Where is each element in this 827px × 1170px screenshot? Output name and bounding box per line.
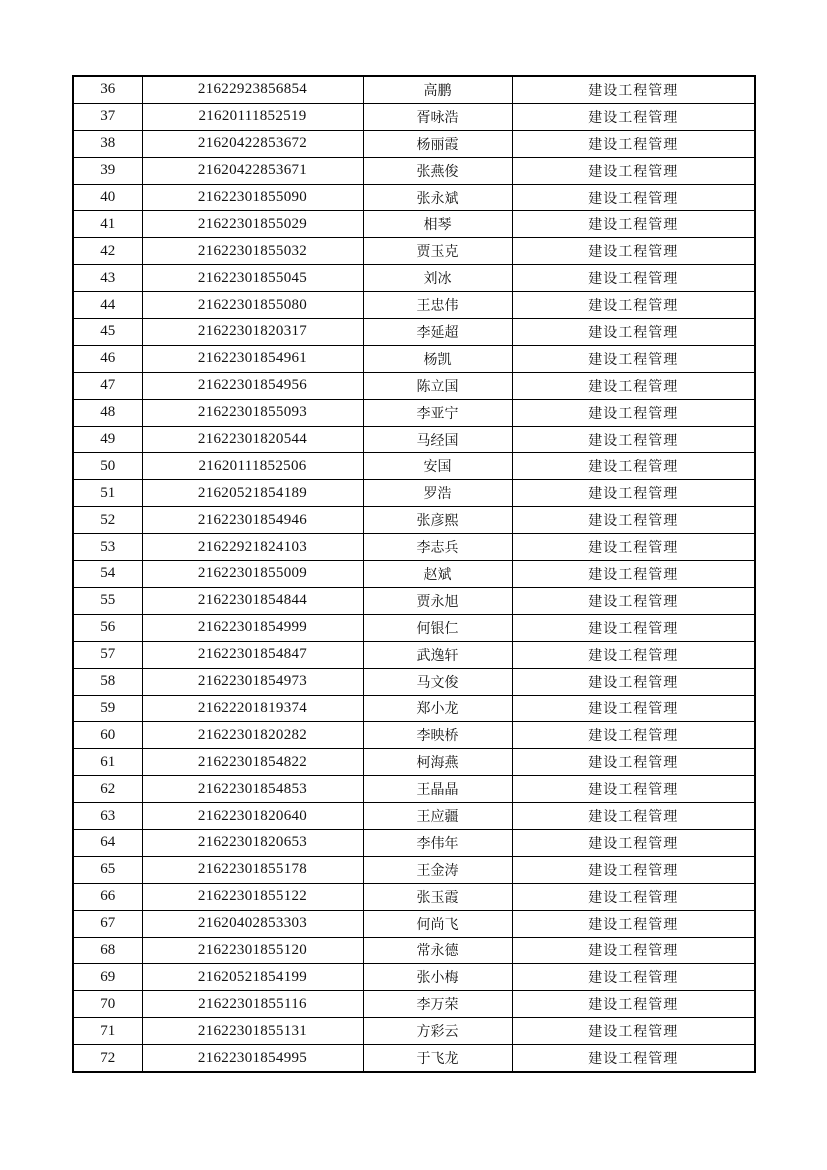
candidate-id-cell: 21620521854199 (142, 964, 363, 991)
student-name-cell: 王金涛 (363, 856, 512, 883)
table-row (73, 964, 755, 991)
candidate-id-cell: 21622301855131 (142, 1018, 363, 1045)
row-number-cell: 57 (73, 641, 142, 668)
candidate-id-cell: 21622301854961 (142, 345, 363, 372)
student-name-cell: 张小梅 (363, 964, 512, 991)
student-name-cell: 张永斌 (363, 184, 512, 211)
table-row (73, 641, 755, 668)
row-number-cell: 55 (73, 587, 142, 614)
table-row (73, 587, 755, 614)
candidate-id-cell: 21622301855029 (142, 211, 363, 238)
student-name-cell: 杨丽霞 (363, 130, 512, 157)
major-cell: 建设工程管理 (512, 103, 755, 130)
row-number-cell: 59 (73, 695, 142, 722)
student-name-cell: 李伟年 (363, 829, 512, 856)
candidate-id-cell: 21622301855120 (142, 937, 363, 964)
major-cell: 建设工程管理 (512, 856, 755, 883)
candidate-id-cell: 21622301820317 (142, 319, 363, 346)
major-cell: 建设工程管理 (512, 265, 755, 292)
row-number-cell: 70 (73, 991, 142, 1018)
student-name-cell: 赵斌 (363, 561, 512, 588)
student-name-cell: 贾永旭 (363, 587, 512, 614)
candidate-id-cell: 21622301820282 (142, 722, 363, 749)
major-cell: 建设工程管理 (512, 829, 755, 856)
row-number-cell: 46 (73, 345, 142, 372)
table-row (73, 319, 755, 346)
table-row (73, 749, 755, 776)
student-name-cell: 马经国 (363, 426, 512, 453)
table-row (73, 883, 755, 910)
student-name-cell: 张燕俊 (363, 157, 512, 184)
major-cell: 建设工程管理 (512, 292, 755, 319)
candidate-id-cell: 21622301855178 (142, 856, 363, 883)
major-cell: 建设工程管理 (512, 1045, 755, 1072)
major-cell: 建设工程管理 (512, 1018, 755, 1045)
table-row (73, 238, 755, 265)
row-number-cell: 68 (73, 937, 142, 964)
student-name-cell: 王忠伟 (363, 292, 512, 319)
row-number-cell: 58 (73, 668, 142, 695)
major-cell: 建设工程管理 (512, 184, 755, 211)
table-row (73, 372, 755, 399)
student-name-cell: 杨凯 (363, 345, 512, 372)
row-number-cell: 43 (73, 265, 142, 292)
table-row (73, 1018, 755, 1045)
candidate-id-cell: 21622301820544 (142, 426, 363, 453)
candidate-id-cell: 21622301820640 (142, 803, 363, 830)
major-cell: 建设工程管理 (512, 722, 755, 749)
row-number-cell: 39 (73, 157, 142, 184)
student-name-cell: 马文俊 (363, 668, 512, 695)
major-cell: 建设工程管理 (512, 453, 755, 480)
candidate-id-cell: 21622301855045 (142, 265, 363, 292)
student-name-cell: 李亚宁 (363, 399, 512, 426)
candidate-id-cell: 21620402853303 (142, 910, 363, 937)
table-row (73, 103, 755, 130)
student-name-cell: 陈立国 (363, 372, 512, 399)
row-number-cell: 42 (73, 238, 142, 265)
student-name-cell: 何尚飞 (363, 910, 512, 937)
table-row (73, 345, 755, 372)
row-number-cell: 63 (73, 803, 142, 830)
candidate-id-cell: 21622921824103 (142, 534, 363, 561)
table-row (73, 157, 755, 184)
student-name-cell: 安国 (363, 453, 512, 480)
student-name-cell: 何银仁 (363, 614, 512, 641)
student-name-cell: 胥咏浩 (363, 103, 512, 130)
major-cell: 建设工程管理 (512, 937, 755, 964)
row-number-cell: 36 (73, 76, 142, 103)
major-cell: 建设工程管理 (512, 749, 755, 776)
row-number-cell: 69 (73, 964, 142, 991)
row-number-cell: 64 (73, 829, 142, 856)
table-row (73, 668, 755, 695)
table-row (73, 265, 755, 292)
student-name-cell: 于飞龙 (363, 1045, 512, 1072)
candidate-id-cell: 21620111852519 (142, 103, 363, 130)
candidate-id-cell: 21622301855093 (142, 399, 363, 426)
candidate-id-cell: 21622301854853 (142, 776, 363, 803)
major-cell: 建设工程管理 (512, 561, 755, 588)
student-name-cell: 刘冰 (363, 265, 512, 292)
student-name-cell: 李万荣 (363, 991, 512, 1018)
candidate-id-cell: 21622301854822 (142, 749, 363, 776)
major-cell: 建设工程管理 (512, 426, 755, 453)
student-name-cell: 郑小龙 (363, 695, 512, 722)
major-cell: 建设工程管理 (512, 776, 755, 803)
table-row (73, 480, 755, 507)
candidate-id-cell: 21622301854847 (142, 641, 363, 668)
table-row (73, 561, 755, 588)
major-cell: 建设工程管理 (512, 991, 755, 1018)
candidate-id-cell: 21622923856854 (142, 76, 363, 103)
candidate-id-cell: 21622301820653 (142, 829, 363, 856)
row-number-cell: 40 (73, 184, 142, 211)
student-roster-table (72, 75, 756, 1073)
candidate-id-cell: 21620422853672 (142, 130, 363, 157)
table-row (73, 695, 755, 722)
row-number-cell: 67 (73, 910, 142, 937)
row-number-cell: 41 (73, 211, 142, 238)
candidate-id-cell: 21622301854946 (142, 507, 363, 534)
candidate-id-cell: 21622301855090 (142, 184, 363, 211)
table-row (73, 399, 755, 426)
major-cell: 建设工程管理 (512, 587, 755, 614)
major-cell: 建设工程管理 (512, 76, 755, 103)
table-row (73, 453, 755, 480)
row-number-cell: 50 (73, 453, 142, 480)
major-cell: 建设工程管理 (512, 211, 755, 238)
row-number-cell: 38 (73, 130, 142, 157)
major-cell: 建设工程管理 (512, 507, 755, 534)
table-row (73, 722, 755, 749)
table-row (73, 803, 755, 830)
student-name-cell: 高鹏 (363, 76, 512, 103)
table-row (73, 292, 755, 319)
row-number-cell: 61 (73, 749, 142, 776)
table-row (73, 937, 755, 964)
row-number-cell: 51 (73, 480, 142, 507)
candidate-id-cell: 21620422853671 (142, 157, 363, 184)
table-row (73, 1045, 755, 1072)
student-name-cell: 李延超 (363, 319, 512, 346)
major-cell: 建设工程管理 (512, 614, 755, 641)
student-name-cell: 常永德 (363, 937, 512, 964)
row-number-cell: 37 (73, 103, 142, 130)
major-cell: 建设工程管理 (512, 668, 755, 695)
major-cell: 建设工程管理 (512, 534, 755, 561)
student-name-cell: 李志兵 (363, 534, 512, 561)
major-cell: 建设工程管理 (512, 399, 755, 426)
table-row (73, 76, 755, 103)
major-cell: 建设工程管理 (512, 345, 755, 372)
row-number-cell: 65 (73, 856, 142, 883)
table-row (73, 614, 755, 641)
table-row (73, 991, 755, 1018)
row-number-cell: 71 (73, 1018, 142, 1045)
row-number-cell: 52 (73, 507, 142, 534)
student-name-cell: 柯海燕 (363, 749, 512, 776)
student-name-cell: 张玉霞 (363, 883, 512, 910)
major-cell: 建设工程管理 (512, 130, 755, 157)
candidate-id-cell: 21622301855122 (142, 883, 363, 910)
major-cell: 建设工程管理 (512, 695, 755, 722)
candidate-id-cell: 21622301855116 (142, 991, 363, 1018)
student-name-cell: 方彩云 (363, 1018, 512, 1045)
row-number-cell: 60 (73, 722, 142, 749)
major-cell: 建设工程管理 (512, 803, 755, 830)
roster-body (73, 76, 755, 1072)
candidate-id-cell: 21622301855080 (142, 292, 363, 319)
row-number-cell: 72 (73, 1045, 142, 1072)
row-number-cell: 66 (73, 883, 142, 910)
major-cell: 建设工程管理 (512, 883, 755, 910)
student-name-cell: 李映桥 (363, 722, 512, 749)
table-row (73, 507, 755, 534)
row-number-cell: 54 (73, 561, 142, 588)
row-number-cell: 45 (73, 319, 142, 346)
table-row (73, 829, 755, 856)
major-cell: 建设工程管理 (512, 910, 755, 937)
row-number-cell: 47 (73, 372, 142, 399)
candidate-id-cell: 21620521854189 (142, 480, 363, 507)
student-name-cell: 罗浩 (363, 480, 512, 507)
row-number-cell: 48 (73, 399, 142, 426)
candidate-id-cell: 21622301854973 (142, 668, 363, 695)
row-number-cell: 53 (73, 534, 142, 561)
student-name-cell: 贾玉克 (363, 238, 512, 265)
student-name-cell: 张彦熙 (363, 507, 512, 534)
candidate-id-cell: 21622301854999 (142, 614, 363, 641)
candidate-id-cell: 21622301855009 (142, 561, 363, 588)
candidate-id-cell: 21622301854995 (142, 1045, 363, 1072)
major-cell: 建设工程管理 (512, 964, 755, 991)
major-cell: 建设工程管理 (512, 641, 755, 668)
table-row (73, 534, 755, 561)
candidate-id-cell: 21622301854956 (142, 372, 363, 399)
student-name-cell: 武逸轩 (363, 641, 512, 668)
student-name-cell: 王应疆 (363, 803, 512, 830)
candidate-id-cell: 21622301854844 (142, 587, 363, 614)
table-row (73, 776, 755, 803)
table-row (73, 856, 755, 883)
candidate-id-cell: 21622301855032 (142, 238, 363, 265)
table-row (73, 910, 755, 937)
table-row (73, 426, 755, 453)
row-number-cell: 49 (73, 426, 142, 453)
table-row (73, 184, 755, 211)
row-number-cell: 56 (73, 614, 142, 641)
row-number-cell: 62 (73, 776, 142, 803)
student-name-cell: 相琴 (363, 211, 512, 238)
major-cell: 建设工程管理 (512, 157, 755, 184)
student-name-cell: 王晶晶 (363, 776, 512, 803)
major-cell: 建设工程管理 (512, 319, 755, 346)
candidate-id-cell: 21622201819374 (142, 695, 363, 722)
candidate-id-cell: 21620111852506 (142, 453, 363, 480)
table-row (73, 130, 755, 157)
row-number-cell: 44 (73, 292, 142, 319)
major-cell: 建设工程管理 (512, 238, 755, 265)
major-cell: 建设工程管理 (512, 480, 755, 507)
table-row (73, 211, 755, 238)
major-cell: 建设工程管理 (512, 372, 755, 399)
